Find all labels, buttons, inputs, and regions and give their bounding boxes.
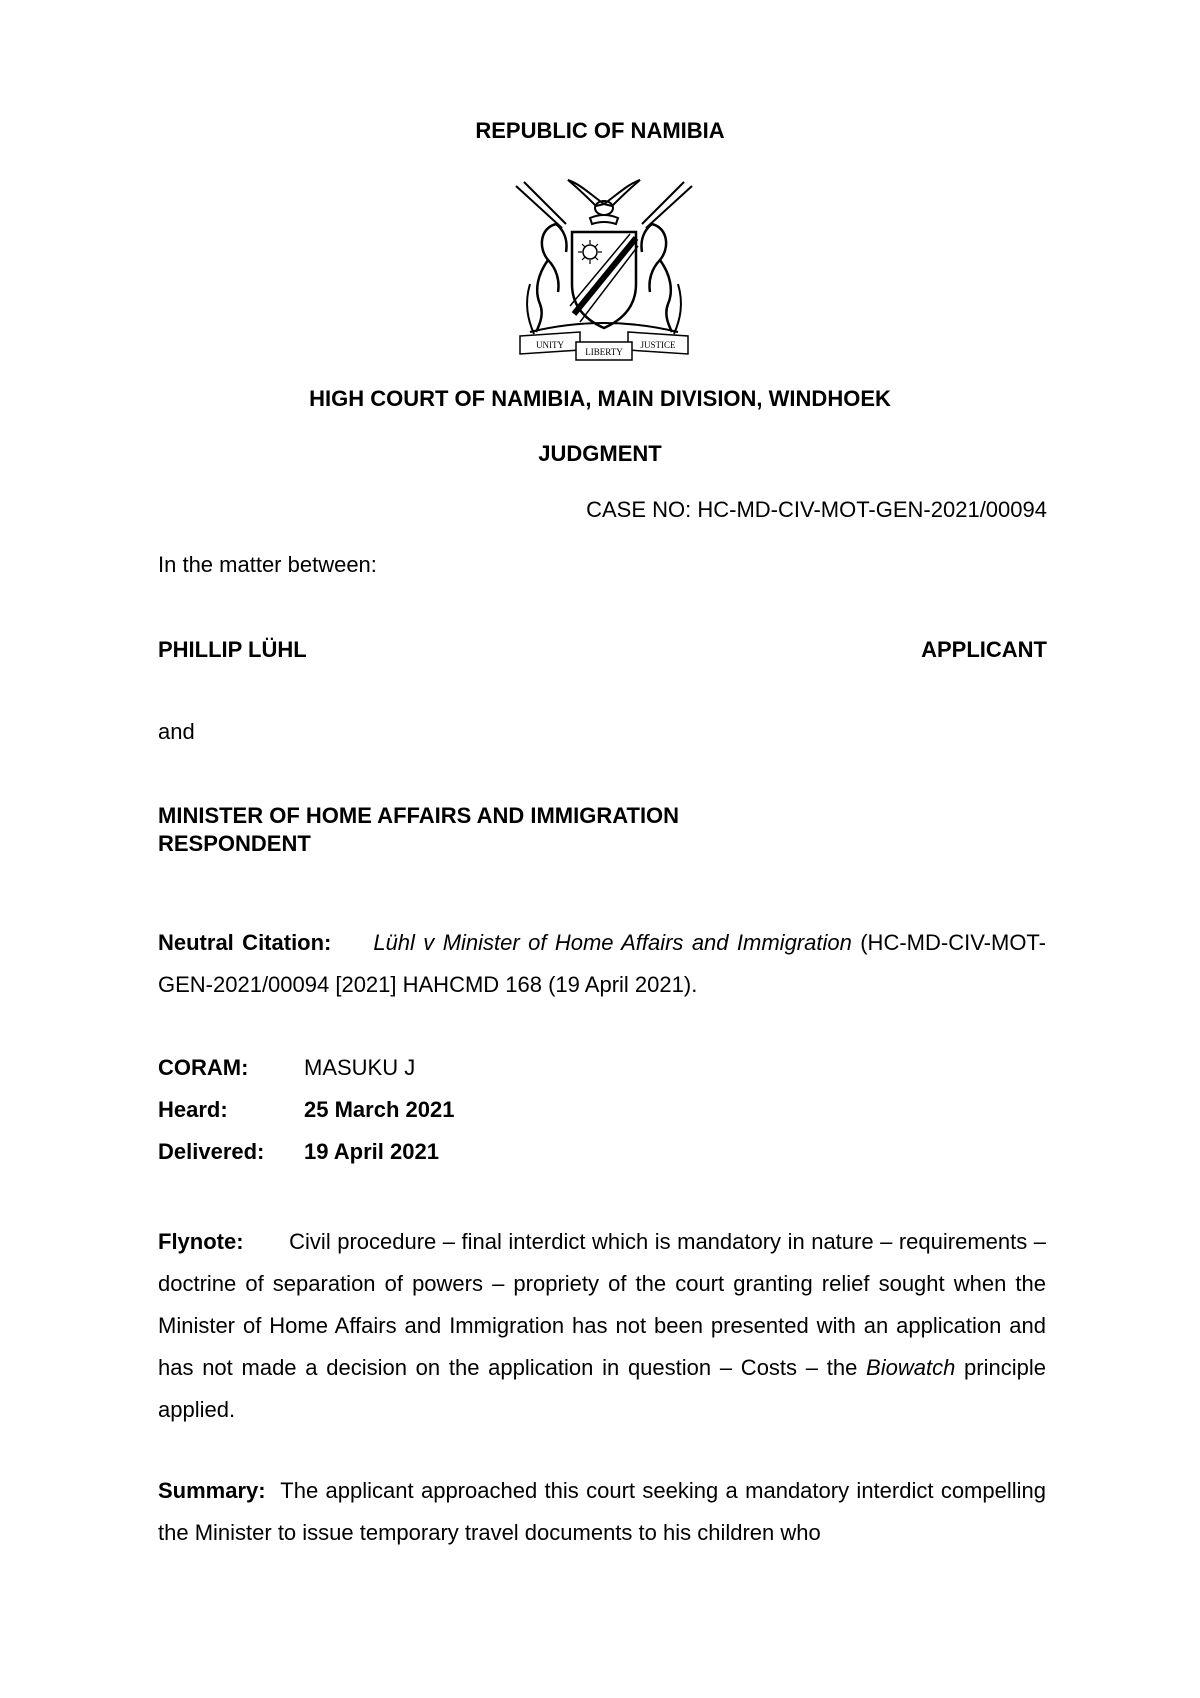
flynote-text-end: principle applied.: [158, 1355, 1046, 1422]
citation-case-name: Lühl v Minister of Home Affairs and Immigration: [373, 930, 852, 955]
heard-row: [158, 1096, 454, 1124]
motto-right: JUSTICE: [640, 340, 676, 350]
respondent-role: RESPONDENT: [158, 831, 311, 856]
delivered-label: Delivered:: [158, 1139, 265, 1164]
court-heading: HIGH COURT OF NAMIBIA, MAIN DIVISION, WINDHOEK: [309, 386, 891, 411]
citation-label: Neutral Citation:: [158, 930, 332, 955]
heard-label: Heard:: [158, 1097, 228, 1122]
parties-intro: In the matter between:: [158, 552, 377, 577]
delivered-value: 19 April 2021: [304, 1139, 439, 1164]
coram-row: [158, 1054, 415, 1082]
motto-left: UNITY: [536, 340, 564, 350]
flynote-italic: Biowatch: [866, 1355, 956, 1380]
delivered-row: [158, 1138, 439, 1166]
coat-of-arms-icon: [510, 164, 698, 364]
applicant-name: PHILLIP LÜHL: [158, 637, 307, 662]
judgment-heading: JUDGMENT: [538, 441, 662, 466]
respondent-name: MINISTER OF HOME AFFAIRS AND IMMIGRATION: [158, 803, 680, 828]
neutral-citation: [158, 922, 1046, 1006]
summary-label: Summary:: [158, 1478, 266, 1503]
applicant-role: APPLICANT: [921, 637, 1047, 662]
flynote: [158, 1221, 1046, 1431]
heard-value: 25 March 2021: [304, 1097, 455, 1122]
republic-heading: REPUBLIC OF NAMIBIA: [475, 118, 725, 143]
summary-text: The applicant approached this court seeking a mandatory interdict compelling the Minister to issue temporary travel documents to his children who: [158, 1478, 1046, 1545]
coram-value: MASUKU J: [304, 1055, 416, 1080]
citation-reference: (HC-MD-CIV-MOT-GEN-2021/00094 [2021] HAHCMD 168 (19 April 2021).: [158, 930, 1046, 997]
motto-center: LIBERTY: [585, 347, 623, 357]
flynote-label: Flynote:: [158, 1229, 244, 1254]
case-number: CASE NO: HC-MD-CIV-MOT-GEN-2021/00094: [586, 497, 1047, 522]
and-text: and: [158, 719, 195, 744]
summary: [158, 1470, 1046, 1554]
flynote-text: Civil procedure – final interdict which is mandatory in nature – requirements – doctrine of separation of powers – propriety of the court granting relief sought when the Minister of Home Affairs and Immigration has not been presented with an application and has not made a decision on the application in question – Costs – the: [158, 1229, 1046, 1380]
coram-label: CORAM:: [158, 1055, 249, 1080]
